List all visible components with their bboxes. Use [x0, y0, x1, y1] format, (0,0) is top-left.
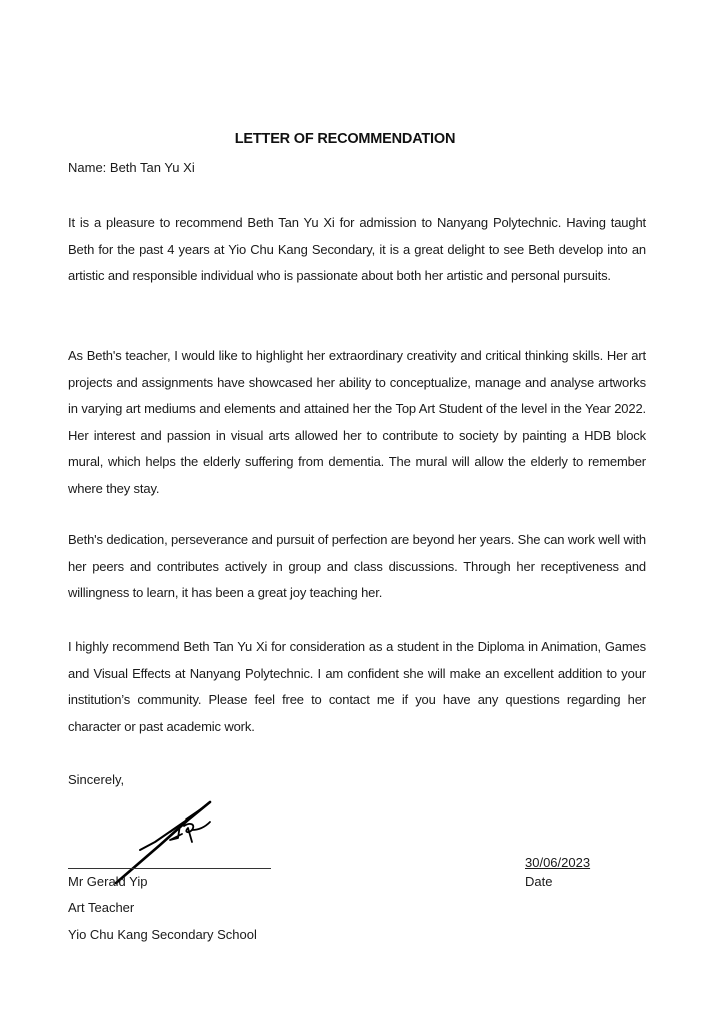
signatory-name: Mr Gerald Yip: [68, 874, 148, 889]
closing-salutation: Sincerely,: [68, 772, 125, 787]
signatory-role: Art Teacher: [68, 900, 135, 915]
signatory-school: Yio Chu Kang Secondary School: [68, 927, 257, 942]
paragraph-dedication: Beth's dedication, perseverance and pursuit of perfection are beyond her years. She can work well with her peers and contributes actively in group and class discussions. Through her receptiveness and willingness to learn, it has been a great joy teaching her.: [68, 532, 646, 600]
date-value: 30/06/2023: [525, 855, 591, 870]
paragraph-recommendation: I highly recommend Beth Tan Yu Xi for consideration as a student in the Diploma in Animation, Games and Visual Effects at Nanyang Polytechnic. I am confident she will make an excellent addition to your institution’s community. Please feel free to contact me if you have any questions regarding her character or past academic work.: [68, 639, 646, 734]
letter-title: LETTER OF RECOMMENDATION: [234, 131, 456, 147]
student-name-line: Name: Beth Tan Yu Xi: [68, 160, 195, 175]
paragraph-introduction: It is a pleasure to recommend Beth Tan Yu Xi for admission to Nanyang Polytechnic. Having taught Beth for the past 4 years at Yio Chu Kang Secondary, it is a great delight to see Beth develop into an artistic and responsible individual who is passionate about both her artistic and personal pursuits.: [68, 215, 646, 283]
paragraph-creativity: As Beth's teacher, I would like to highlight her extraordinary creativity and critical thinking skills. Her art projects and assignments have showcased her ability to conceptualize, manage and analyse artworks in varying art mediums and elements and attained her the Top Art Student of the level in the Year 2022. Her interest and passion in visual arts allowed her to contribute to society by painting a HDB block mural, which helps the elderly suffering from dementia. The mural will allow the elderly to remember where they stay.: [68, 348, 646, 496]
signature-line: [68, 868, 271, 869]
date-label: Date: [525, 874, 553, 889]
